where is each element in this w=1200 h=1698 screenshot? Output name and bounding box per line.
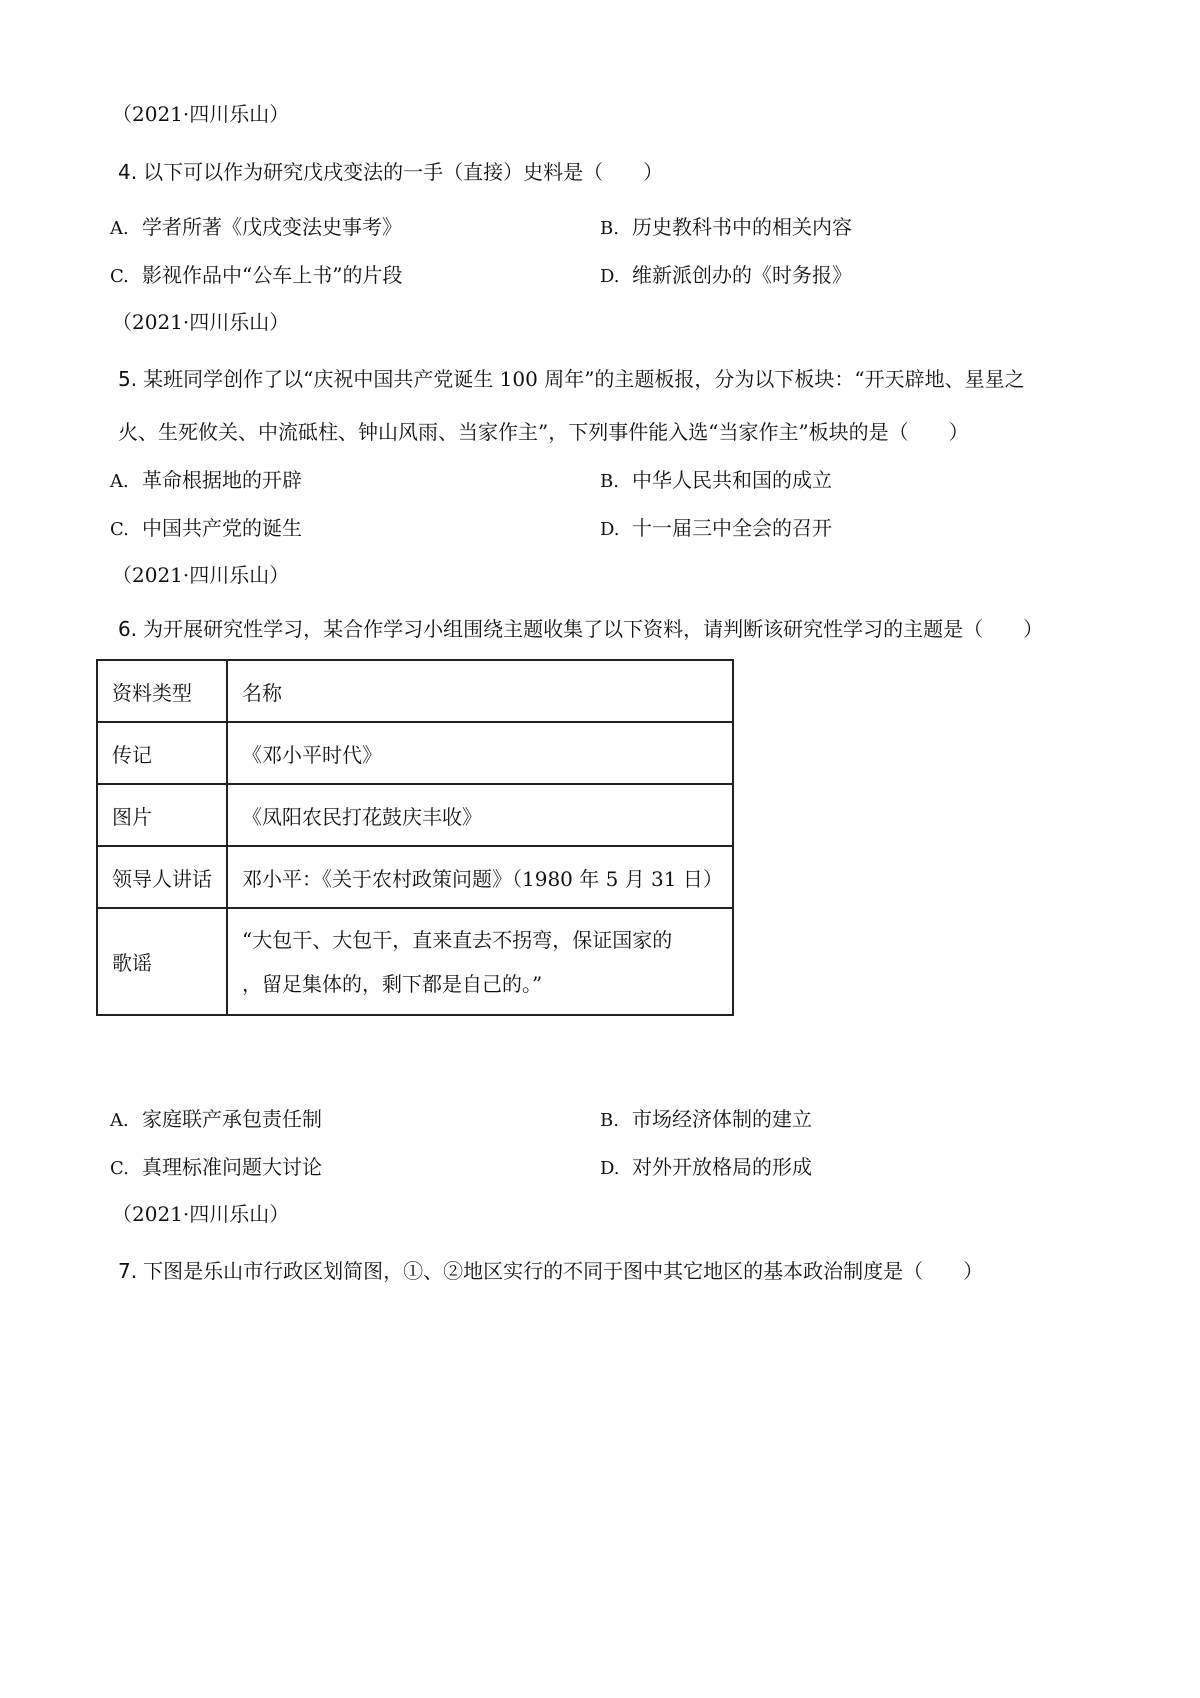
q5-stem-line2: 火、生死攸关、中流砥柱、钟山风雨、当家作主”，下列事件能入选“当家作主”板块的是（ ）: [118, 420, 969, 444]
table-row: [97, 784, 733, 846]
q5-stem: [118, 365, 1025, 393]
q7-source: （2021·四川乐山）: [112, 1202, 290, 1226]
q4-option-c: [110, 261, 402, 291]
q7-stem-text: 下图是乐山市行政区划简图，①、②地区实行的不同于图中其它地区的基本政治制度是（ ）: [143, 1259, 984, 1283]
table-cell-type: 传记: [97, 722, 227, 784]
q6-option-d-text: 对外开放格局的形成: [632, 1155, 812, 1179]
q5-option-b: [600, 466, 832, 496]
q6-stem: [118, 615, 1043, 643]
table-cell-type: 歌谣: [97, 908, 227, 1015]
q6-option-d: [600, 1153, 812, 1183]
q5-option-a-text: 革命根据地的开辟: [142, 468, 302, 492]
q6-option-b-letter: B.: [600, 1110, 619, 1131]
q6-option-a-text: 家庭联产承包责任制: [142, 1107, 322, 1131]
q4-option-a-letter: A.: [110, 218, 129, 239]
table-row: [97, 846, 733, 908]
q6-number: 6.: [118, 617, 138, 641]
q5-option-d-text: 十一届三中全会的召开: [632, 516, 832, 540]
q4-option-d-text: 维新派创办的《时务报》: [632, 263, 852, 287]
q4-option-b-letter: B.: [600, 218, 619, 239]
q6-option-b: [600, 1105, 812, 1135]
q5-option-b-letter: B.: [600, 471, 619, 492]
q6-option-c-letter: C.: [110, 1158, 129, 1179]
q6-option-d-letter: D.: [600, 1158, 620, 1179]
q4-number: 4.: [118, 160, 138, 184]
q5-option-d-letter: D.: [600, 519, 620, 540]
q4-option-c-text: 影视作品中“公车上书”的片段: [142, 263, 403, 287]
q5-option-a: [110, 466, 302, 496]
q5-number: 5.: [118, 367, 138, 391]
q5-option-d: [600, 514, 832, 544]
table-cell-name: 邓小平：《关于农村政策问题》（1980 年 5 月 31 日）: [227, 846, 733, 908]
table-cell-type: 图片: [97, 784, 227, 846]
song-line-1: “大包干、大包干，直来直去不拐弯，保证国家的: [242, 927, 673, 952]
q5-option-a-letter: A.: [110, 471, 129, 492]
q4-stem-text: 以下可以作为研究戊戌变法的一手（直接）史料是（ ）: [143, 160, 664, 184]
q4-option-b-text: 历史教科书中的相关内容: [632, 215, 852, 239]
q4-option-c-letter: C.: [110, 266, 129, 287]
q5-stem-line1: 某班同学创作了以“庆祝中国共产党诞生 100 周年”的主题板报，分为以下板块：“开天辟地、星星之: [143, 367, 1025, 391]
table-row-song: [97, 908, 733, 1015]
q5-option-c: [110, 514, 302, 544]
q4-option-a: [110, 213, 402, 243]
q6-option-c-text: 真理标准问题大讨论: [142, 1155, 322, 1179]
q5-option-c-letter: C.: [110, 519, 129, 540]
q4-option-d: [600, 261, 852, 291]
q4-option-b: [600, 213, 852, 243]
q7-stem: [118, 1257, 983, 1285]
table-cell-song: [227, 908, 733, 1015]
q5-option-b-text: 中华人民共和国的成立: [632, 468, 832, 492]
table-header-name: 名称: [227, 660, 733, 722]
table-header-row: [97, 660, 733, 722]
table-cell-name: 《邓小平时代》: [227, 722, 733, 784]
q6-option-c: [110, 1153, 322, 1183]
q4-option-a-text: 学者所著《戊戌变法史事考》: [142, 215, 402, 239]
q6-stem-text: 为开展研究性学习，某合作学习小组围绕主题收集了以下资料，请判断该研究性学习的主题是（ ）: [143, 617, 1044, 641]
q4-stem: [118, 158, 663, 186]
table-row: [97, 722, 733, 784]
q6-option-a-letter: A.: [110, 1110, 129, 1131]
table-cell-type: 领导人讲话: [97, 846, 227, 908]
q6-option-b-text: 市场经济体制的建立: [632, 1107, 812, 1131]
q7-number: 7.: [118, 1259, 138, 1283]
q6-source: （2021·四川乐山）: [112, 563, 290, 587]
q6-option-a: [110, 1105, 322, 1135]
materials-table: [96, 659, 734, 1016]
table-cell-name: 《凤阳农民打花鼓庆丰收》: [227, 784, 733, 846]
q4-source: （2021·四川乐山）: [112, 102, 290, 126]
q5-source: （2021·四川乐山）: [112, 310, 290, 334]
table-header-type: 资料类型: [97, 660, 227, 722]
q5-option-c-text: 中国共产党的诞生: [142, 516, 302, 540]
q4-option-d-letter: D.: [600, 266, 620, 287]
song-line-2: ，留足集体的，剩下都是自己的。”: [242, 971, 543, 996]
